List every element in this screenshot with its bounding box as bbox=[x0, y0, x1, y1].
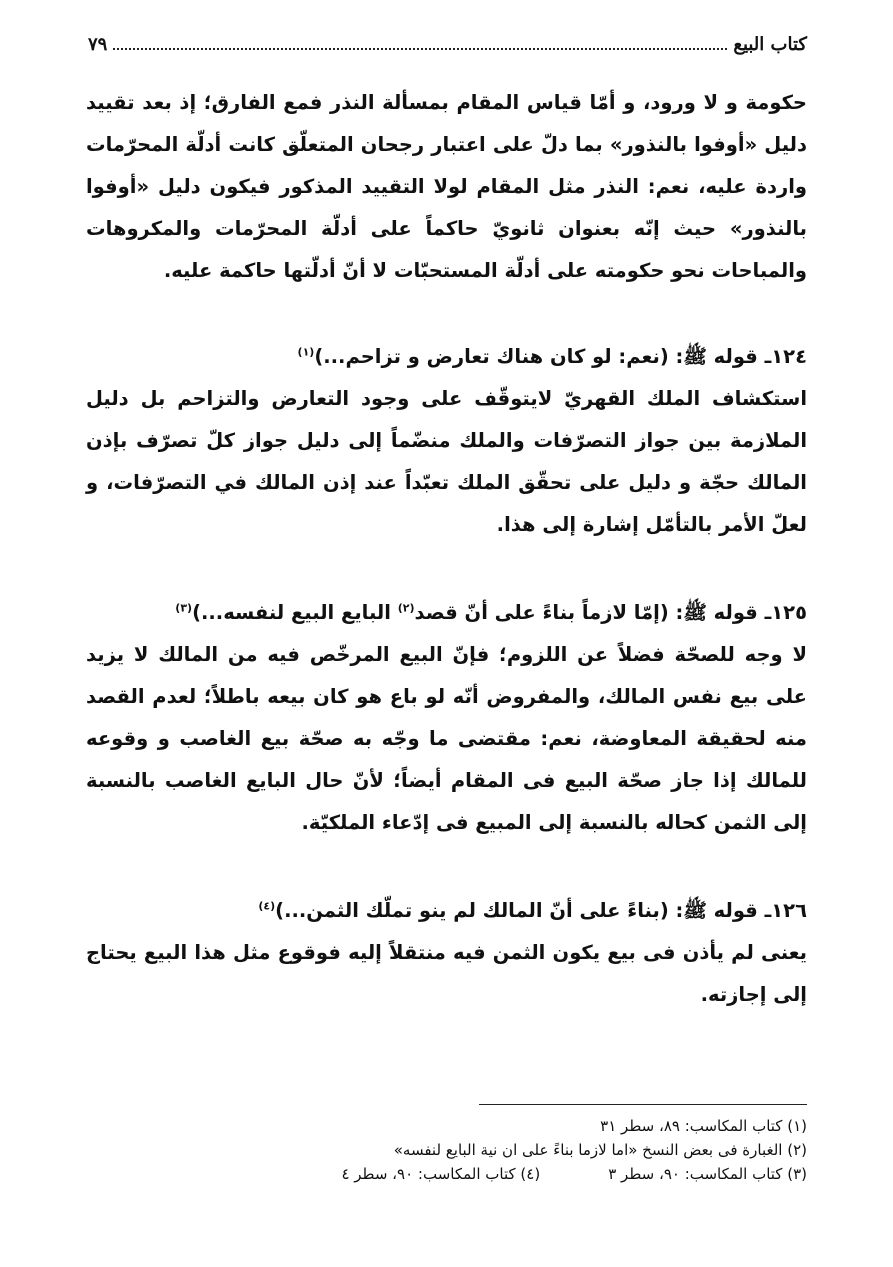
footnotes bbox=[87, 1114, 807, 1186]
running-head: كتاب البيع bbox=[733, 33, 807, 55]
section-number: ١٢٦ bbox=[771, 899, 807, 922]
section-heading-124 bbox=[86, 336, 807, 378]
page-header bbox=[88, 30, 807, 58]
footnote-text: (٣) كتاب المكاسب: ٩٠، سطر ٣ bbox=[608, 1165, 807, 1183]
dotted-leader bbox=[113, 46, 727, 50]
page-body bbox=[86, 82, 807, 1016]
section-heading-text: ـ قوله ﷺ: (إمّا لازماً بناءً على أنّ قصد bbox=[414, 601, 772, 624]
section-body-124: استكشاف الملك القهريّ لايتوقّف على وجود التعارض والتزاحم بل دليل الملازمة بين جواز التصرّفات والملك منضّماً إلى دليل جواز كلّ تصرّف بإذن المالك حجّة و دليل على تحقّق الملك تعبّداً عند إذن المالك في التصرّفات، و لعلّ الأمر بالتأمّل إشارة إلى هذا. bbox=[86, 387, 807, 536]
footnote-text: (٢) الغبارة فى بعض النسخ «اما لازما بناءً على ان نية البايع لنفسه» bbox=[393, 1141, 807, 1159]
footnote-ref: (٢) bbox=[397, 601, 415, 615]
footnote-text: (٤) كتاب المكاسب: ٩٠، سطر ٤ bbox=[341, 1165, 541, 1183]
intro-paragraph: حكومة و لا ورود، و أمّا قياس المقام بمسألة النذر فمع الفارق؛ إذ بعد تقييد دليل «أوفوا بالنذور» بما دلّ على اعتبار رجحان المتعلّق كانت أدلّة المحرّمات واردة عليه، نعم: النذر مثل المقام لولا التقييد المذكور فيكون دليل «أوفوا بالنذور» حيث إنّه بعنوان ثانويّ حاكماً على أدلّة المحرّمات والمكروهات والمباحات نحو حكومته على أدلّة المستحبّات لا أنّ أدلّتها حاكمة عليه. bbox=[86, 91, 807, 282]
footnote-separator bbox=[479, 1104, 807, 1105]
section-heading-text: ـ قوله ﷺ: (بناءً على أنّ المالك لم ينو تملّك الثمن...) bbox=[275, 899, 772, 922]
footnote-text: (١) كتاب المكاسب: ٨٩، سطر ٣١ bbox=[600, 1117, 807, 1135]
section-body-125: لا وجه للصحّة فضلاً عن اللزوم؛ فإنّ البيع المرخّص فيه من المالك لا يزيد على بيع نفس المالك، والمفروض أنّه لو باع هو كان بيعه باطلاً؛ لعدم القصد منه لحقيقة المعاوضة، نعم: مقتضى ما وجّه به صحّة بيع الغاصب و وقوعه للمالك إذا جاز صحّة البيع فى المقام أيضاً؛ لأنّ حال البايع الغاصب بالنسبة إلى الثمن كحاله بالنسبة إلى المبيع فى إدّعاء الملكيّة. bbox=[86, 643, 807, 834]
footnote-3-4 bbox=[87, 1162, 807, 1186]
footnote-ref: (٣) bbox=[175, 601, 193, 615]
section-body-126: يعنى لم يأذن فى بيع يكون الثمن فيه منتقلاً إليه فوقوع مثل هذا البيع يحتاج إلى إجازته. bbox=[86, 941, 807, 1006]
section-number: ١٢٤ bbox=[771, 345, 807, 368]
section-heading-125 bbox=[86, 592, 807, 634]
footnote-1 bbox=[87, 1114, 807, 1138]
section-number: ١٢٥ bbox=[771, 601, 807, 624]
footnote-2 bbox=[87, 1138, 807, 1162]
section-heading-126 bbox=[86, 890, 807, 932]
footnote-ref: (٤) bbox=[258, 899, 276, 913]
page-number: ٧٩ bbox=[88, 33, 108, 55]
section-heading-text: ـ قوله ﷺ: (نعم: لو كان هناك تعارض و تزاحم...) bbox=[314, 345, 772, 368]
section-heading-text-cont: البايع البيع لنفسه...) bbox=[192, 601, 398, 624]
footnote-ref: (١) bbox=[297, 345, 315, 359]
